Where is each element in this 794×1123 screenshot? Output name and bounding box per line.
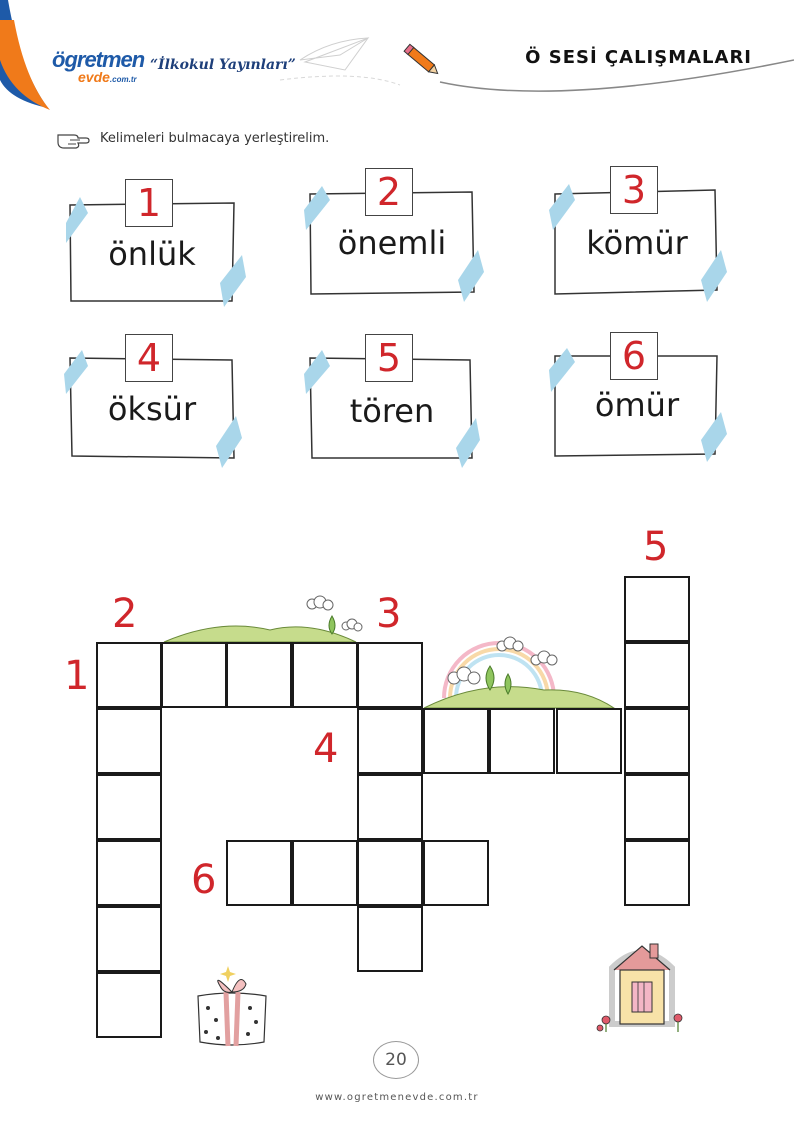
- crossword-cell[interactable]: [489, 708, 555, 774]
- crossword-cell[interactable]: [96, 708, 162, 774]
- crossword-cell[interactable]: [556, 708, 622, 774]
- word-number: 4: [125, 334, 173, 382]
- crossword-cell[interactable]: [624, 708, 690, 774]
- word-text: kömür: [586, 224, 688, 262]
- word-number: 6: [610, 332, 658, 380]
- crossword-cell[interactable]: [96, 840, 162, 906]
- word-card-2: [310, 170, 474, 288]
- crossword-cell[interactable]: [357, 642, 423, 708]
- brand-logo: [52, 47, 145, 87]
- word-card-3: [555, 168, 719, 286]
- crossword-cell[interactable]: [624, 774, 690, 840]
- logo-bottom-text: [78, 70, 144, 87]
- crossword-cell[interactable]: [226, 840, 292, 906]
- word-text: tören: [349, 392, 435, 430]
- logo-bottom-word: evde: [78, 69, 110, 85]
- crossword-cell[interactable]: [226, 642, 292, 708]
- crossword-cell[interactable]: [357, 840, 423, 906]
- clue-number-6: 6: [191, 857, 217, 903]
- clue-number-2: 2: [112, 591, 138, 637]
- word-text: ömür: [594, 386, 680, 424]
- instruction-text: Kelimeleri bulmacaya yerleştirelim.: [100, 131, 330, 146]
- word-text: önlük: [108, 235, 196, 273]
- pencil-icon: [402, 42, 442, 80]
- logo-top-text: ögretmen: [52, 47, 145, 72]
- crossword-cell[interactable]: [357, 708, 423, 774]
- crossword-cell[interactable]: [292, 840, 358, 906]
- crossword-cell[interactable]: [357, 906, 423, 972]
- word-card-5: [310, 336, 474, 454]
- crossword-cell[interactable]: [624, 576, 690, 642]
- word-card-1: [70, 181, 234, 299]
- word-card-4: [70, 336, 234, 454]
- rainbow-hill-decoration: [424, 638, 614, 710]
- clue-number-4: 4: [313, 726, 339, 772]
- crossword-cell[interactable]: [161, 642, 227, 708]
- crossword-cell[interactable]: [624, 642, 690, 708]
- word-text: önemli: [337, 224, 447, 262]
- page-number: 20: [373, 1041, 419, 1079]
- word-card-6: [555, 334, 719, 452]
- crossword-cell[interactable]: [96, 972, 162, 1038]
- word-number: 3: [610, 166, 658, 214]
- page-title: Ö SESİ ÇALIŞMALARI: [525, 47, 752, 68]
- logo-suffix: .com.tr: [109, 75, 137, 84]
- crossword-cell[interactable]: [292, 642, 358, 708]
- gift-box-icon: [192, 962, 272, 1052]
- crossword-cell[interactable]: [423, 708, 489, 774]
- website-url: www.ogretmenevde.com.tr: [315, 1092, 479, 1103]
- crossword-cell[interactable]: [96, 906, 162, 972]
- clue-number-5: 5: [643, 524, 669, 570]
- house-icon: [592, 928, 692, 1038]
- word-text: öksür: [107, 390, 197, 428]
- word-number: 5: [365, 334, 413, 382]
- hill-decoration: [160, 596, 360, 646]
- publisher-name: “İlkokul Yayınları”: [150, 57, 296, 73]
- word-number: 2: [365, 168, 413, 216]
- crossword-cell[interactable]: [96, 642, 162, 708]
- clue-number-1: 1: [64, 653, 90, 699]
- crossword-cell[interactable]: [624, 840, 690, 906]
- crossword-cell[interactable]: [423, 840, 489, 906]
- crossword-cell[interactable]: [357, 774, 423, 840]
- clue-number-3: 3: [376, 591, 402, 637]
- word-number: 1: [125, 179, 173, 227]
- crossword-cell[interactable]: [96, 774, 162, 840]
- pointing-hand-icon: [56, 127, 90, 149]
